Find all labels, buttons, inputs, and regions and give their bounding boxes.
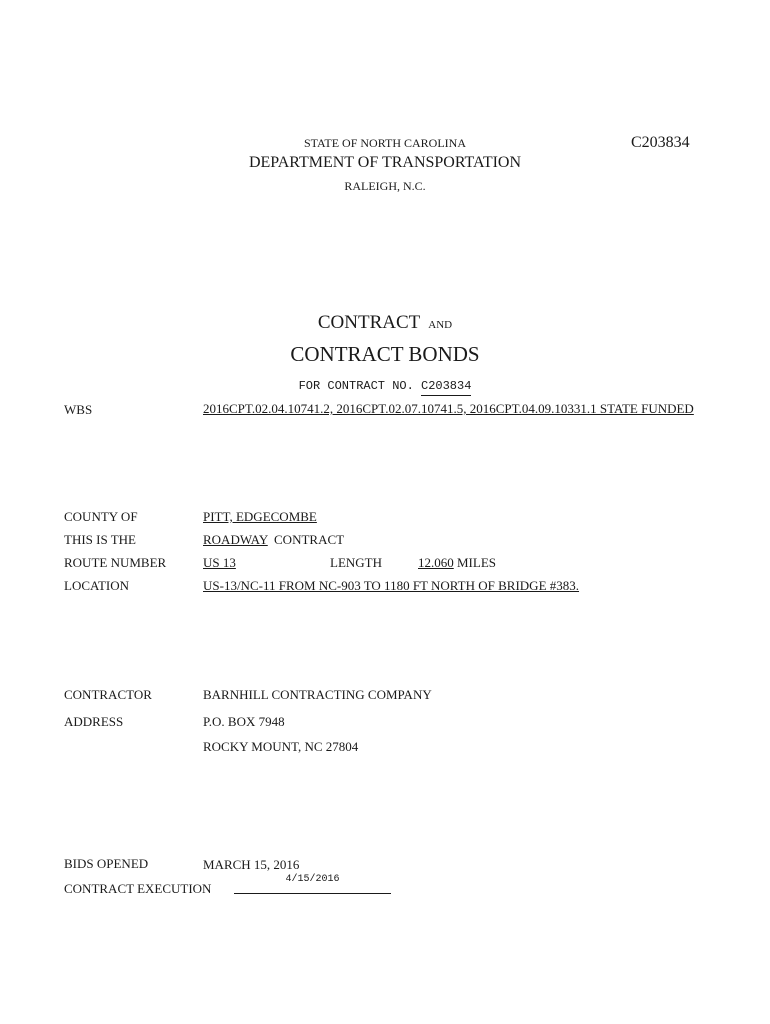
contract-execution-label: CONTRACT EXECUTION: [64, 881, 212, 896]
title-contract: CONTRACT: [317, 312, 421, 333]
route-value: US 13: [203, 555, 236, 570]
this-is-label: THIS IS THE: [64, 532, 136, 547]
for-contract-line: [0, 379, 770, 393]
for-contract-number: C203834: [421, 379, 471, 396]
department-name: DEPARTMENT OF TRANSPORTATION: [248, 154, 522, 171]
bids-opened-value: MARCH 15, 2016: [203, 857, 300, 872]
address-line-1: P.O. BOX 7948: [203, 714, 285, 729]
wbs-value: 2016CPT.02.04.10741.2, 2016CPT.02.07.10741.5, 2016CPT.04.09.10331.1 STATE FUNDED: [203, 401, 694, 416]
city-name: RALEIGH, N.C.: [344, 179, 426, 193]
contract-execution-date: 4/15/2016: [285, 874, 340, 885]
length-line: [418, 555, 496, 571]
contract-type: ROADWAY: [203, 532, 268, 547]
county-value: PITT, EDGECOMBE: [203, 509, 317, 524]
length-unit: MILES: [457, 555, 496, 570]
route-label: ROUTE NUMBER: [64, 555, 167, 570]
state-name: STATE OF NORTH CAROLINA: [304, 136, 466, 150]
length-value: 12.060: [418, 555, 454, 570]
contract-execution-line: [234, 873, 391, 894]
title-bonds: CONTRACT BONDS: [290, 342, 480, 366]
address-line-2: ROCKY MOUNT, NC 27804: [203, 739, 359, 754]
contract-id: C203834: [631, 134, 690, 151]
contract-type-line: [203, 532, 344, 548]
county-label: COUNTY OF: [64, 509, 138, 524]
location-value: US-13/NC-11 FROM NC-903 TO 1180 FT NORTH OF BRIDGE #383.: [203, 578, 580, 593]
address-label: ADDRESS: [64, 714, 124, 729]
contractor-name: BARNHILL CONTRACTING COMPANY: [203, 687, 432, 702]
contract-word: CONTRACT: [274, 532, 345, 547]
contractor-label: CONTRACTOR: [64, 687, 152, 702]
location-label: LOCATION: [64, 578, 129, 593]
wbs-label: WBS: [64, 402, 93, 417]
length-label: LENGTH: [330, 555, 382, 570]
for-contract-prefix: FOR CONTRACT NO.: [298, 379, 414, 393]
title-and: AND: [428, 319, 453, 331]
bids-opened-label: BIDS OPENED: [64, 856, 149, 871]
title-contract-and: [0, 312, 770, 334]
